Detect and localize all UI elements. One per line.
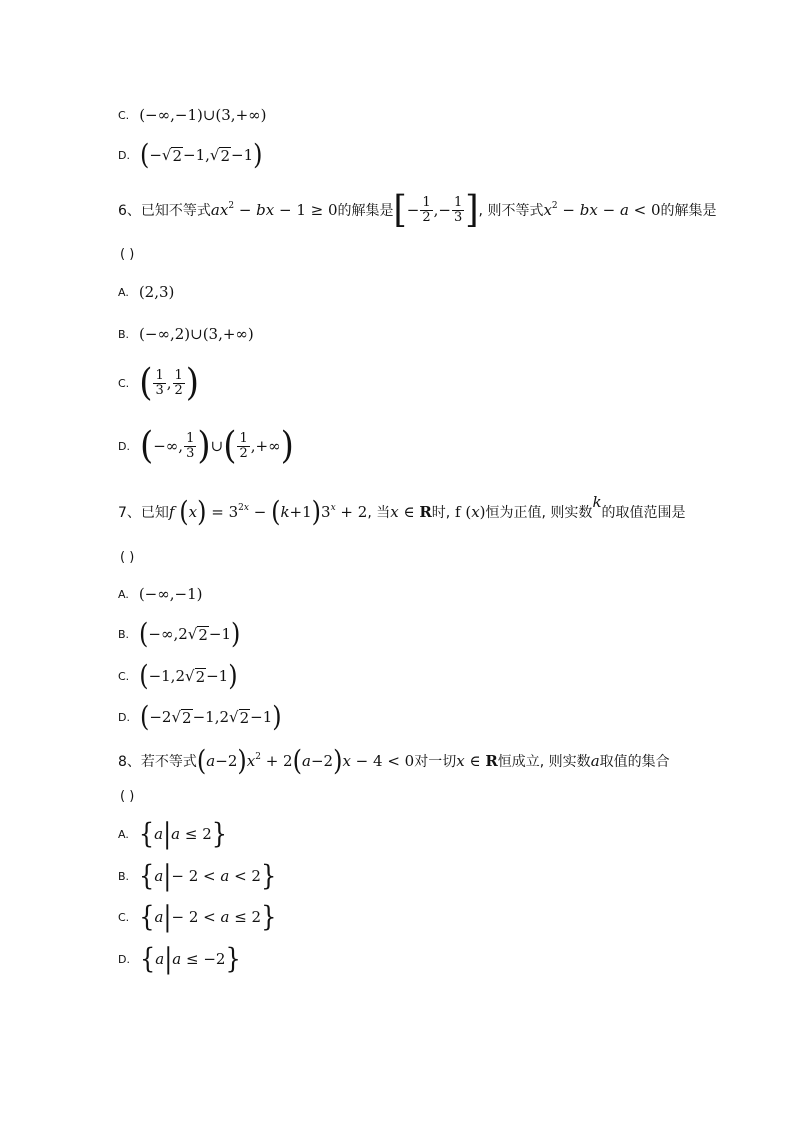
stem-text: 恒成立, 则实数 bbox=[497, 754, 591, 770]
stem-math: ax 2 − bx − 1 ≥ 0 bbox=[210, 201, 338, 219]
option-label: C. bbox=[118, 669, 130, 683]
q7-option-c[interactable] bbox=[118, 659, 238, 693]
stem-math: a bbox=[590, 752, 600, 770]
stem-math: k bbox=[592, 493, 602, 511]
q6-option-d[interactable] bbox=[118, 424, 294, 468]
stem-text: 的取值范围是 bbox=[601, 505, 686, 521]
q8-option-a[interactable] bbox=[118, 817, 228, 851]
stem-text: 取值的集合 bbox=[599, 754, 670, 770]
answer-paren[interactable]: ( ) bbox=[120, 789, 135, 804]
option-label: D. bbox=[118, 710, 130, 724]
stem-text: 恒为正值, 则实数 bbox=[485, 505, 593, 521]
option-label: A. bbox=[118, 827, 129, 841]
q5-option-c[interactable] bbox=[118, 106, 266, 124]
option-label: C. bbox=[118, 108, 130, 122]
option-label: B. bbox=[118, 869, 130, 883]
option-math: ( −∞, $\frac{1}{3}$ ) ∪ ( $\frac{1}{2}$ ,+∞ ) bbox=[139, 424, 294, 468]
option-math: ( − √ 2 −1, √ 2 −1 ) bbox=[139, 138, 263, 172]
stem-text: , 则不等式 bbox=[478, 203, 544, 219]
stem-text: 的解集是 bbox=[660, 203, 717, 219]
option-math: { a | − 2 < a ≤ 2 } bbox=[139, 900, 277, 934]
option-math: (−∞,2)∪(3,+∞) bbox=[139, 325, 254, 343]
stem-math: x ∈ R bbox=[456, 752, 498, 770]
stem-math: ( a −2 ) x 2 + 2 ( a −2 ) x − 4 < 0 bbox=[196, 744, 415, 778]
option-math: { a | a ≤ −2 } bbox=[139, 942, 241, 976]
stem-math: f ( x ) bbox=[450, 503, 486, 521]
option-math: { a | − 2 < a < 2 } bbox=[139, 859, 277, 893]
option-math: ( −∞,2 √ 2 −1 ) bbox=[139, 617, 241, 651]
option-label: D. bbox=[118, 952, 130, 966]
q8-option-c[interactable] bbox=[118, 900, 277, 934]
stem-math: x 2 − bx − a < 0 bbox=[543, 201, 661, 219]
q6-stem bbox=[118, 188, 717, 232]
stem-text: 的解集是 bbox=[337, 203, 394, 219]
q8-stem bbox=[118, 744, 670, 778]
stem-text: , 当 bbox=[367, 505, 391, 521]
stem-text: 对一切 bbox=[414, 754, 457, 770]
q7-option-a[interactable] bbox=[118, 585, 202, 603]
stem-math: [ − $\frac{1}{2}$ ,− $\frac{1}{3}$ ] bbox=[393, 188, 479, 232]
q6-option-b[interactable] bbox=[118, 325, 254, 343]
stem-text: 时, bbox=[431, 505, 451, 521]
option-label: A. bbox=[118, 587, 129, 601]
answer-paren[interactable]: ( ) bbox=[120, 550, 135, 565]
stem-text: 6、已知不等式 bbox=[118, 203, 211, 219]
stem-math: f ( x ) = 3 2x − ( k +1 ) 3 x + 2 bbox=[168, 495, 368, 529]
option-math: ( $\frac{1}{3}$ , $\frac{1}{2}$ ) bbox=[139, 361, 200, 405]
option-label: C. bbox=[118, 910, 130, 924]
q7-option-d[interactable] bbox=[118, 700, 282, 734]
stem-text: 7、已知 bbox=[118, 505, 169, 521]
option-label: B. bbox=[118, 327, 130, 341]
q8-option-d[interactable] bbox=[118, 942, 241, 976]
option-label: D. bbox=[118, 148, 130, 162]
answer-paren[interactable]: ( ) bbox=[120, 247, 135, 262]
q6-option-a[interactable] bbox=[118, 283, 174, 301]
option-math: (2,3) bbox=[138, 283, 175, 301]
option-label: D. bbox=[118, 439, 130, 453]
option-math: (−∞,−1) bbox=[138, 585, 203, 603]
q5-option-d[interactable] bbox=[118, 138, 263, 172]
stem-text: 8、若不等式 bbox=[118, 754, 197, 770]
q6-option-c[interactable] bbox=[118, 361, 200, 405]
option-math: (−∞,−1)∪(3,+∞) bbox=[139, 106, 267, 124]
q7-option-b[interactable] bbox=[118, 617, 241, 651]
option-math: ( −2 √ 2 −1,2 √ 2 −1 ) bbox=[139, 700, 282, 734]
option-math: { a | a ≤ 2 } bbox=[138, 817, 228, 851]
q8-option-b[interactable] bbox=[118, 859, 277, 893]
q7-stem bbox=[118, 493, 686, 529]
option-label: C. bbox=[118, 376, 130, 390]
stem-math: x ∈ R bbox=[390, 503, 432, 521]
option-label: B. bbox=[118, 627, 130, 641]
option-label: A. bbox=[118, 285, 129, 299]
option-math: ( −1,2 √ 2 −1 ) bbox=[139, 659, 238, 693]
